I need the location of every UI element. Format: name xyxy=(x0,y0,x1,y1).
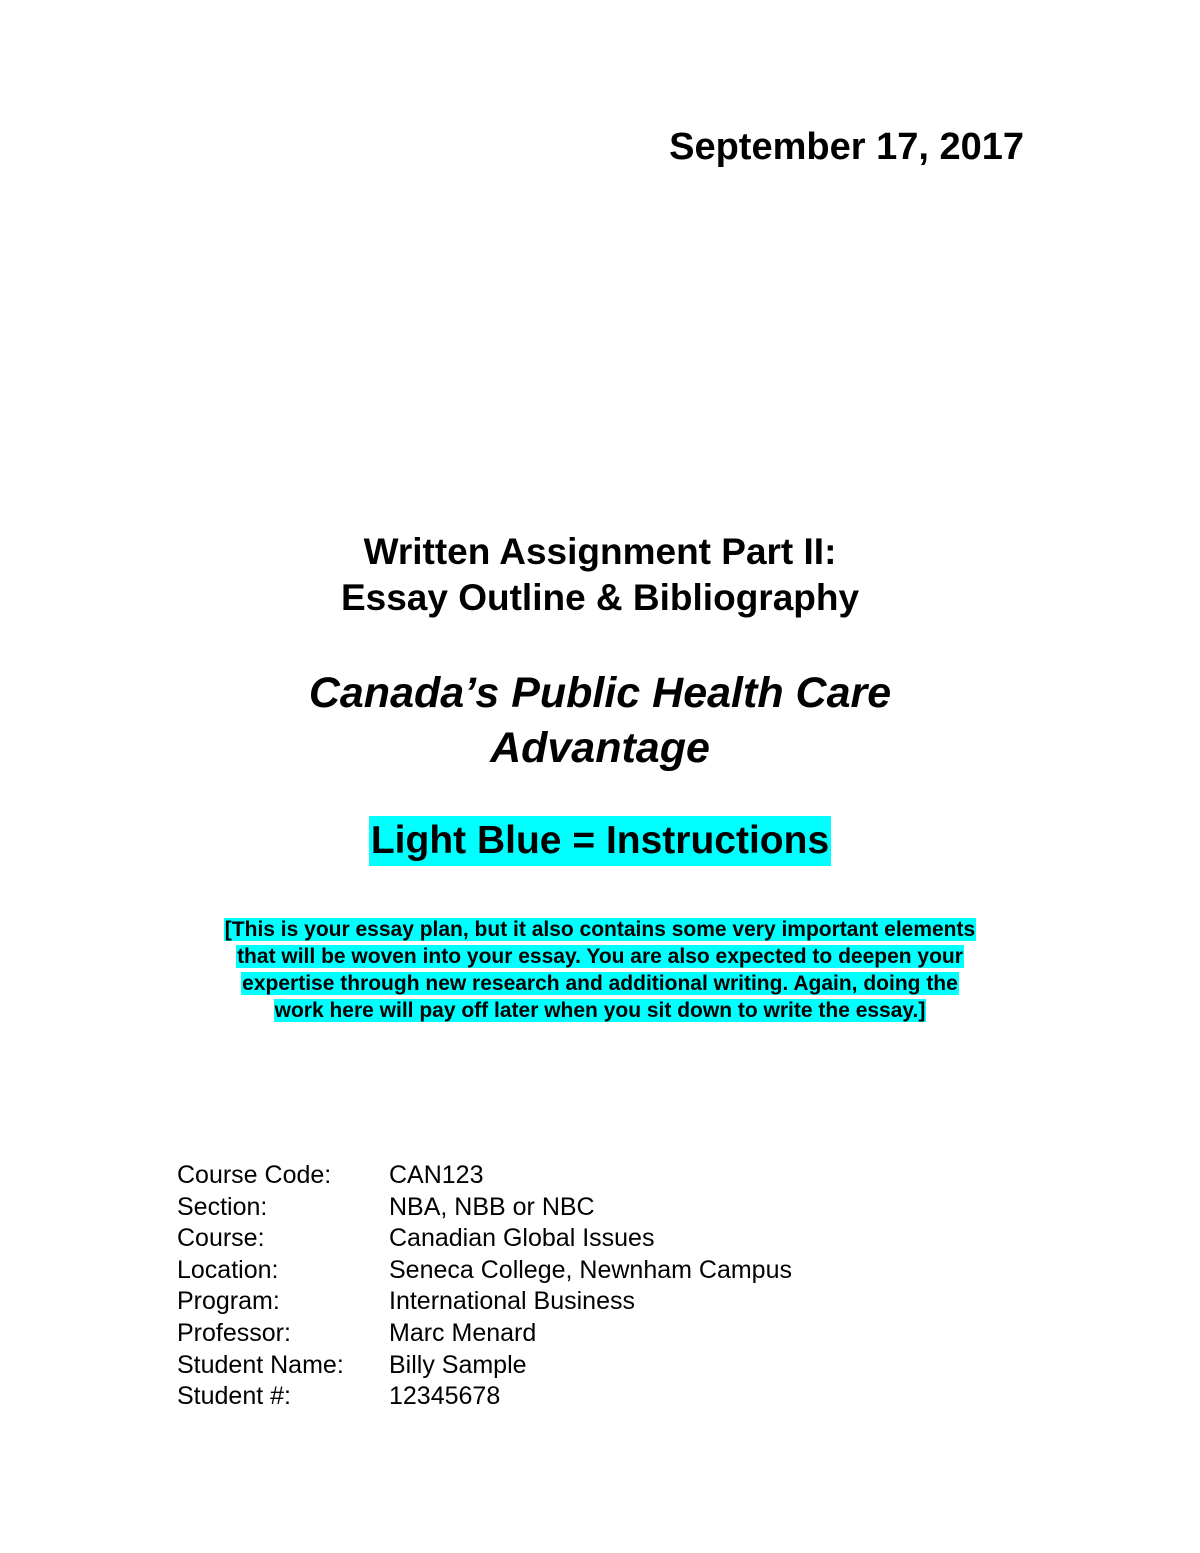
detail-value: Seneca College, Newnham Campus xyxy=(389,1255,792,1284)
detail-label: Section: xyxy=(177,1192,268,1221)
detail-label: Course Code: xyxy=(177,1161,332,1189)
highlight-legend: Light Blue = Instructions xyxy=(369,816,831,866)
instructions-line: expertise through new research and additional writing. Again, doing the xyxy=(242,972,958,995)
detail-value: Marc Menard xyxy=(389,1318,537,1347)
detail-row-location xyxy=(177,1255,792,1287)
detail-value: CAN123 xyxy=(389,1161,484,1189)
detail-row-course-code xyxy=(177,1160,792,1192)
detail-label: Professor: xyxy=(177,1318,291,1347)
detail-row-student-name xyxy=(177,1350,792,1382)
instructions-block xyxy=(0,916,1200,1024)
detail-label: Student Name: xyxy=(177,1350,344,1379)
detail-label: Location: xyxy=(177,1255,279,1284)
assignment-heading xyxy=(0,529,1200,621)
instructions-line: work here will pay off later when you sit down to write the essay.] xyxy=(274,999,926,1022)
document-date: September 17, 2017 xyxy=(669,126,1024,168)
instructions-line: [This is your essay plan, but it also contains some very important elements xyxy=(224,918,976,941)
detail-value: Billy Sample xyxy=(389,1350,527,1379)
detail-value: 12345678 xyxy=(389,1382,501,1411)
detail-label: Program: xyxy=(177,1287,280,1316)
detail-value: NBA, NBB or NBC xyxy=(389,1192,595,1221)
detail-value: International Business xyxy=(389,1287,635,1316)
detail-row-professor xyxy=(177,1318,792,1350)
detail-label: Student #: xyxy=(177,1382,291,1411)
detail-row-course xyxy=(177,1223,792,1255)
essay-title-line-1: Canada’s Public Health Care xyxy=(308,669,892,717)
detail-label: Course: xyxy=(177,1224,265,1253)
essay-title xyxy=(0,666,1200,776)
legend-container xyxy=(0,816,1200,866)
course-details xyxy=(177,1160,792,1413)
assignment-heading-line-2: Essay Outline & Bibliography xyxy=(340,577,860,618)
detail-row-section xyxy=(177,1192,792,1224)
detail-row-student-number xyxy=(177,1381,792,1413)
assignment-heading-line-1: Written Assignment Part II: xyxy=(363,531,837,572)
detail-row-program xyxy=(177,1286,792,1318)
detail-value: Canadian Global Issues xyxy=(389,1224,655,1253)
essay-title-line-2: Advantage xyxy=(490,724,710,772)
instructions-line: that will be woven into your essay. You are also expected to deepen your xyxy=(237,945,963,968)
